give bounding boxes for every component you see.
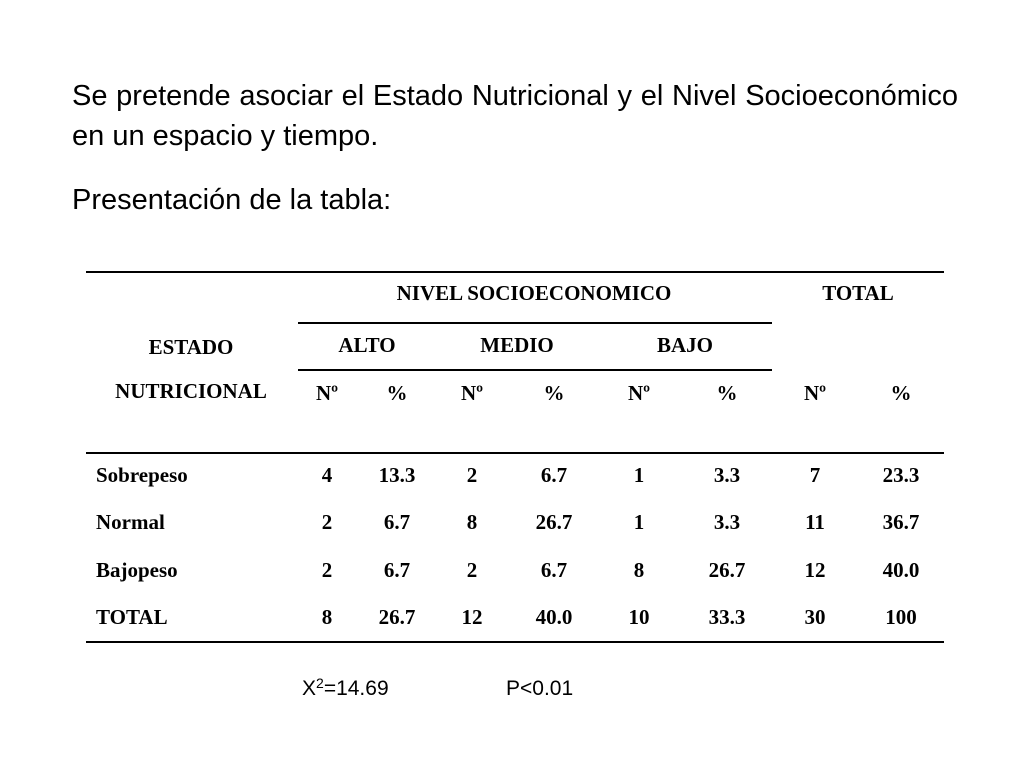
subheader-count-bajo: Nº bbox=[627, 381, 651, 405]
table-cell: 1 bbox=[633, 463, 645, 487]
subheader-percent-bajo: % bbox=[716, 381, 738, 405]
table-bottom-rule bbox=[86, 641, 944, 643]
table-cell: 3.3 bbox=[713, 510, 741, 534]
table-cell: 33.3 bbox=[708, 605, 746, 629]
table-cell: 8 bbox=[633, 558, 645, 582]
chi-value: =14.69 bbox=[323, 677, 389, 700]
chi-exponent: 2 bbox=[316, 675, 324, 691]
group-header: NIVEL SOCIOECONOMICO bbox=[396, 281, 672, 305]
level-header-medio: MEDIO bbox=[480, 333, 554, 357]
table-cell: 6.7 bbox=[540, 558, 568, 582]
table-cell: 8 bbox=[466, 510, 478, 534]
table-cell: 2 bbox=[466, 463, 478, 487]
table-cell: 4 bbox=[321, 463, 333, 487]
intro-paragraph: Se pretende asociar el Estado Nutricional y el Nivel Socioeconómico en un espacio y tiempo. bbox=[72, 80, 958, 152]
row-header-line1: ESTADO bbox=[148, 335, 234, 359]
subheader-count-medio: Nº bbox=[460, 381, 484, 405]
table-cell: 6.7 bbox=[383, 558, 411, 582]
table-cell: 6.7 bbox=[383, 510, 411, 534]
group-header-rule bbox=[298, 322, 772, 324]
row-header-line2: NUTRICIONAL bbox=[115, 379, 267, 403]
row-label-normal: Normal bbox=[96, 510, 165, 534]
subheader-percent-medio: % bbox=[543, 381, 565, 405]
table-cell: 12 bbox=[461, 605, 483, 629]
table-presentation-heading: Presentación de la tabla: bbox=[72, 184, 392, 216]
chi-symbol: X bbox=[302, 677, 317, 700]
total-header: TOTAL bbox=[822, 281, 894, 305]
level-header-alto: ALTO bbox=[338, 333, 396, 357]
table-cell: 13.3 bbox=[378, 463, 416, 487]
table-cell: 26.7 bbox=[535, 510, 573, 534]
table-cell: 2 bbox=[466, 558, 478, 582]
level-header-rule bbox=[298, 369, 772, 371]
table-cell: 2 bbox=[321, 510, 333, 534]
table-cell: 12 bbox=[804, 558, 826, 582]
table-cell: 30 bbox=[804, 605, 826, 629]
table-top-rule bbox=[86, 271, 944, 273]
table-cell: 40.0 bbox=[535, 605, 573, 629]
subheader-percent-alto: % bbox=[386, 381, 408, 405]
p-value: P<0.01 bbox=[506, 677, 574, 700]
table-cell: 6.7 bbox=[540, 463, 568, 487]
table-cell: 10 bbox=[628, 605, 650, 629]
row-label-sobrepeso: Sobrepeso bbox=[96, 463, 188, 487]
level-header-bajo: BAJO bbox=[656, 333, 714, 357]
table-cell: 3.3 bbox=[713, 463, 741, 487]
table-cell: 1 bbox=[633, 510, 645, 534]
table-cell: 7 bbox=[809, 463, 821, 487]
table-cell: 2 bbox=[321, 558, 333, 582]
header-bottom-rule bbox=[86, 452, 944, 454]
table-cell: 40.0 bbox=[882, 558, 920, 582]
subheader-count-total: Nº bbox=[803, 381, 827, 405]
table-cell: 11 bbox=[805, 510, 825, 534]
subheader-percent-total: % bbox=[890, 381, 912, 405]
table-cell: 26.7 bbox=[708, 558, 746, 582]
table-cell: 100 bbox=[885, 605, 917, 629]
table-cell: 8 bbox=[321, 605, 333, 629]
row-label-total: TOTAL bbox=[96, 605, 168, 629]
chi-square-result bbox=[302, 676, 389, 702]
subheader-count-alto: Nº bbox=[315, 381, 339, 405]
table-cell: 36.7 bbox=[882, 510, 920, 534]
table-cell: 26.7 bbox=[378, 605, 416, 629]
table-cell: 23.3 bbox=[882, 463, 920, 487]
row-label-bajopeso: Bajopeso bbox=[96, 558, 178, 582]
